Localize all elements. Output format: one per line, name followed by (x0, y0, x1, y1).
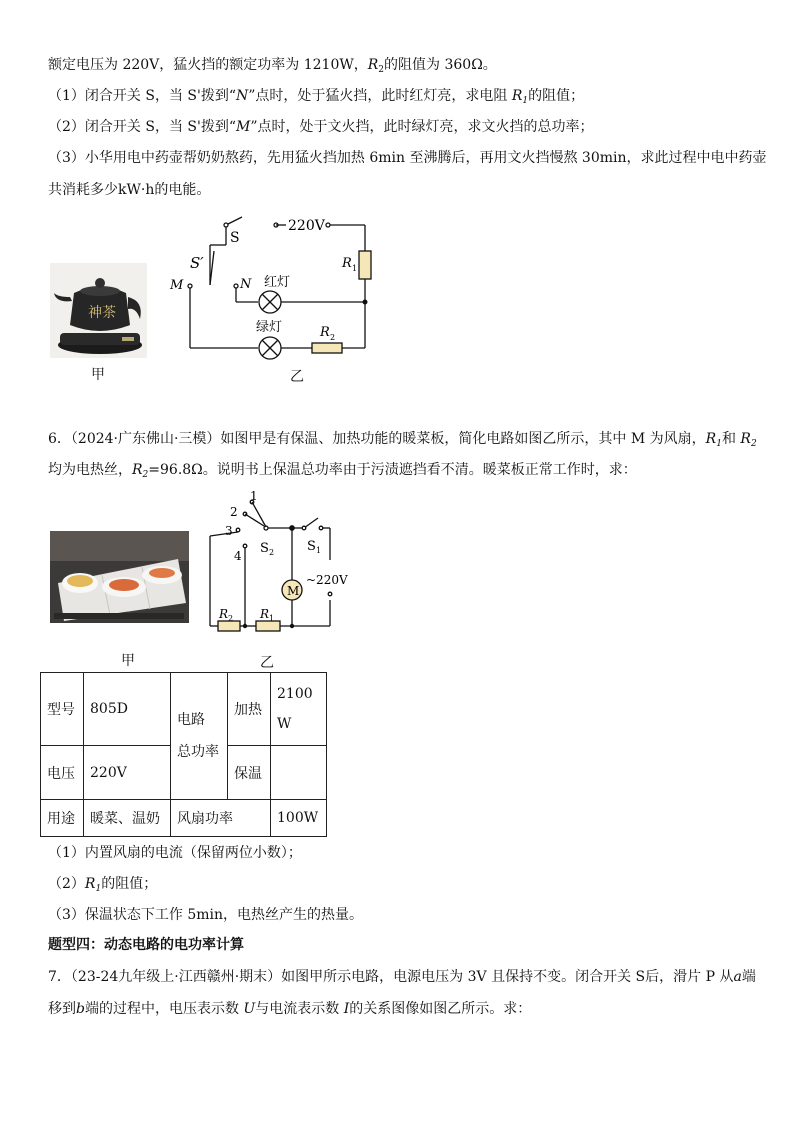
resistor-r1 (359, 251, 371, 279)
label-green-lamp: 绿灯 (256, 320, 283, 335)
cell-use-value: 暖菜、温奶 (84, 800, 171, 837)
q5-caption-jia: 甲 (91, 367, 105, 383)
label-r2-sub: 2 (330, 333, 336, 342)
label-s-prime: S′ (190, 254, 204, 272)
cell-model-value: 805D (84, 673, 171, 746)
label-r1-q6-sub: 1 (269, 614, 275, 623)
q6-caption-yi: 乙 (260, 655, 274, 671)
cell-voltage-value: 220V (84, 746, 171, 800)
switch-s-blade (226, 217, 242, 225)
q7-stem-line1: 7．（23-24九年级上·江西赣州·期末）如图甲所示电路，电源电压为 3V 且保持不变。闭合开关 S后，滑片 P 从a端 (48, 969, 756, 985)
resistor-r2 (312, 343, 342, 353)
label-s1-sub: 1 (316, 546, 322, 555)
q5-part1: （1）闭合开关 S，当 S'拨到“N”点时，处于猛火挡，此时红灯亮，求电阻 $R_1$的阻值； (48, 88, 585, 106)
q5-circuit-diagram (160, 205, 390, 380)
q6-caption-jia: 甲 (121, 653, 135, 669)
medicine-pot-photo (50, 263, 147, 358)
label-s2-sub: 2 (269, 548, 275, 557)
pot-lettering: 神茶 (88, 305, 116, 321)
label-r1-sub: 1 (352, 264, 358, 273)
label-220v-ac: ~220V (306, 573, 348, 587)
q6-stem-line2: 均为电热丝，$R_2=96.8\Omega$。说明书上保温总功率由于污渍遮挡看不清。暖菜板正常工作时，求： (48, 462, 637, 480)
q5-caption-yi: 乙 (290, 369, 304, 385)
label-r1: R (342, 256, 352, 271)
resistor-r1-q6 (256, 621, 280, 631)
label-s2: S (260, 541, 269, 556)
q6-part1: （1）内置风扇的电流（保留两位小数）； (48, 845, 302, 861)
label-n: N (240, 277, 252, 292)
q6-circuit-diagram (200, 488, 360, 638)
terminal-2: 2 (230, 505, 238, 519)
section-title: 题型四：动态电路的电功率计算 (48, 937, 244, 953)
terminal-1: 1 (250, 489, 258, 503)
q6-part2: $(2)R_1$的阻值； (48, 876, 158, 894)
spec-table (40, 672, 327, 837)
label-s1: S (307, 539, 316, 554)
cell-fan-label: 风扇功率 (171, 800, 271, 837)
label-r2-q6: R (219, 607, 229, 621)
q5-intro: 额定电压为 220V，猛火挡的额定功率为 1210W，$R_2$的阻值为 360Ω。 (48, 57, 497, 75)
cell-power-label: 电路 总功率 (171, 673, 228, 800)
cell-voltage-label: 电压 (41, 746, 84, 800)
cell-heat-label: 加热 (228, 673, 271, 746)
warming-tray-photo (50, 531, 189, 623)
q6-part3: （3）保温状态下工作 5min，电热丝产生的热量。 (48, 907, 364, 923)
label-r2: R (320, 325, 330, 340)
cell-heat-value: 2100 W (271, 673, 327, 746)
label-red-lamp: 红灯 (264, 275, 291, 290)
label-r2-q6-sub: 2 (228, 614, 234, 623)
q7-stem-line2: 移到b端的过程中，电压表示数 U与电流表示数 I的关系图像如图乙所示。求： (48, 1001, 532, 1017)
label-m: M (170, 278, 184, 293)
q5-part3-line2: 共消耗多少kW·h的电能。 (48, 182, 211, 198)
cell-keep-value (271, 746, 327, 800)
label-motor: M (287, 584, 300, 598)
switch-s1-blade (304, 518, 318, 528)
label-220v: 220V (288, 218, 325, 234)
cell-use-label: 用途 (41, 800, 84, 837)
cell-fan-value: 100W (271, 800, 327, 837)
terminal-4: 4 (234, 549, 242, 563)
q6-stem-line1: 6．（2024·广东佛山·三模）如图甲是有保温、加热功能的暖菜板，简化电路如图乙所示，其中 M 为风扇，$R_1$和 $R_2$ (48, 431, 757, 449)
q5-part2: （2）闭合开关 S，当 S'拨到“M”点时，处于文火挡，此时绿灯亮，求文火挡的总功率； (48, 119, 594, 135)
q5-part3-line1: （3）小华用电中药壶帮奶奶熬药，先用猛火挡加热 6min 至沸腾后，再用文火挡慢熬 30min，求此过程中电中药壶 (48, 150, 767, 166)
terminal-3: 3 (225, 524, 233, 538)
label-r1-q6: R (260, 607, 270, 621)
label-s: S (230, 230, 240, 246)
cell-model-label: 型号 (41, 673, 84, 746)
cell-keep-label: 保温 (228, 746, 271, 800)
